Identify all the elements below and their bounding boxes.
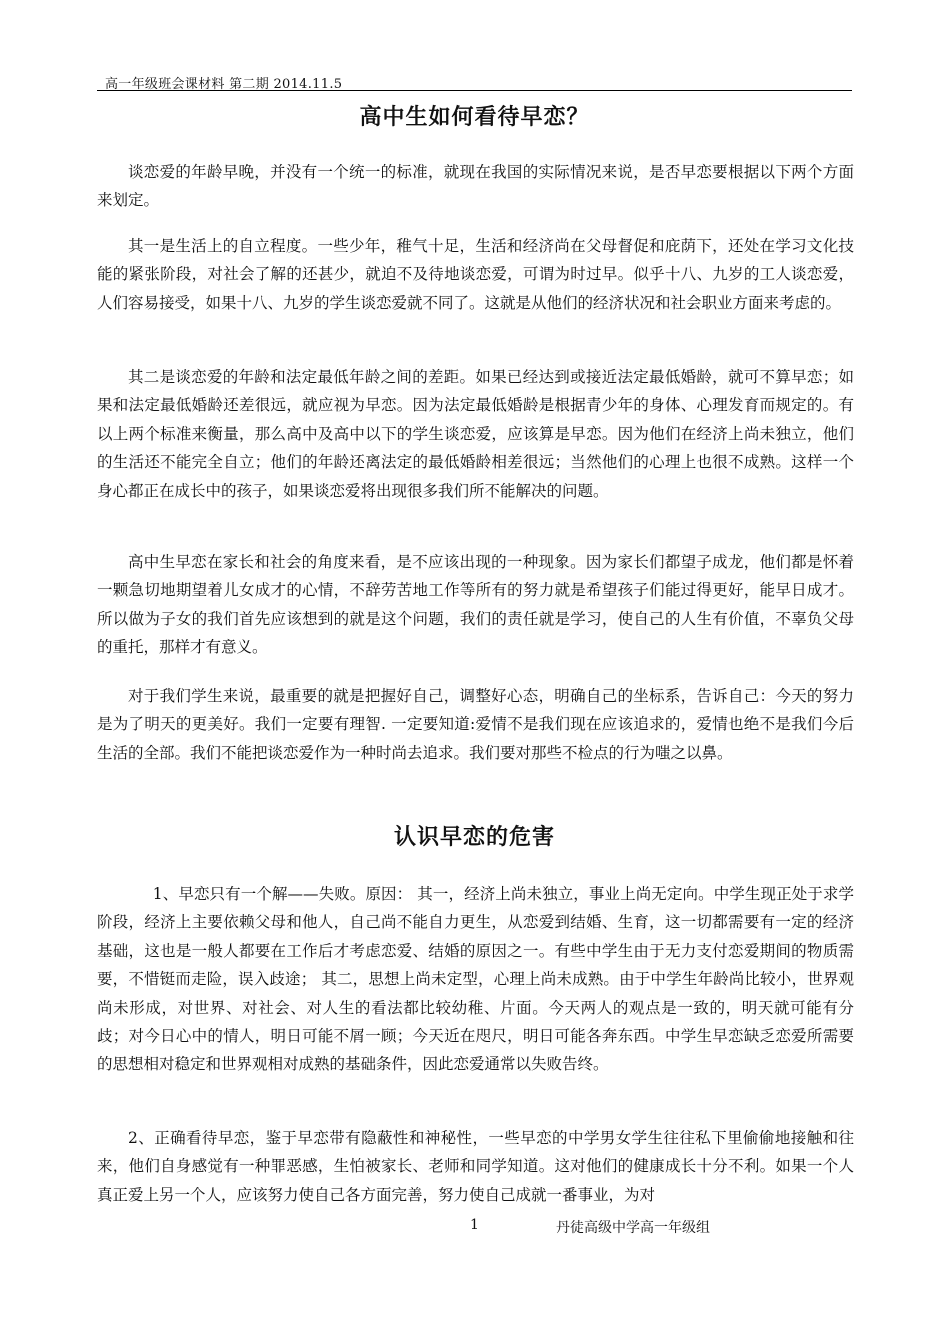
paragraph: 1、早恋只有一个解——失败。原因： 其一，经济上尚未独立，事业上尚无定向。中学生现正处于求学阶段，经济上主要依赖父母和他人，自己尚不能自力更生，从恋爱到结婚、生育，这一切都需要有一定的经济基础，这也是一般人都要在工作后才考虑恋爱、结婚的原因之一。有些中学生由于无力支付恋爱期间的物质需要，不惜铤而走险，误入歧途； 其二，思想上尚未定型，心理上尚未成熟。由于中学生年龄尚比较小，世界观尚未形成，对世界、对社会、对人生的看法都比较幼稚、片面。今天两人的观点是一致的，明天就可能有分歧；对今日心中的情人，明日可能不屑一顾；今天近在咫尺，明日可能各奔东西。中学生早恋缺乏恋爱所需要的思想相对稳定和世界观相对成熟的基础条件，因此恋爱通常以失败告终。	[97, 885, 854, 1074]
section-title-harms: 认识早恋的危害	[393, 824, 555, 850]
paragraph: 其一是生活上的自立程度。一些少年，稚气十足，生活和经济尚在父母督促和庇荫下，还处在学习文化技能的紧张阶段，对社会了解的还甚少，就迫不及待地谈恋爱，可谓为时过早。似乎十八、九岁的工人谈恋爱，人们容易接受，如果十八、九岁的学生谈恋爱就不同了。这就是从他们的经济状况和社会职业方面来考虑的。	[97, 237, 854, 312]
paragraph: 对于我们学生来说，最重要的就是把握好自己，调整好心态，明确自己的坐标系，告诉自己：今天的努力是为了明天的更美好。我们一定要有理智. 一定要知道:爱情不是我们现在应该追求的，爱情也绝不是我们今后生活的全部。我们不能把谈恋爱作为一种时尚去追求。我们要对那些不检点的行为嗤之以鼻。	[97, 687, 854, 762]
paragraph: 高中生早恋在家长和社会的角度来看，是不应该出现的一种现象。因为家长们都望子成龙，他们都是怀着一颗急切地期望着儿女成才的心情，不辞劳苦地工作等所有的努力就是希望孩子们能过得更好，能早日成才。所以做为子女的我们首先应该想到的就是这个问题，我们的责任就是学习，使自己的人生有价值，不辜负父母的重托，那样才有意义。	[97, 553, 854, 657]
footer-organization: 丹徒高级中学高一年级组	[556, 1220, 710, 1236]
paragraph: 2、正确看待早恋，鉴于早恋带有隐蔽性和神秘性，一些早恋的中学男女学生往往私下里偷偷地接触和往来，他们自身感觉有一种罪恶感，生怕被家长、老师和同学知道。这对他们的健康成长十分不利。如果一个人真正爱上另一个人，应该努力使自己各方面完善，努力使自己成就一番事业，为对	[97, 1129, 854, 1204]
section-title-how-to-view: 高中生如何看待早恋？	[359, 104, 590, 130]
header-rule	[97, 90, 852, 91]
page-number: 1	[470, 1217, 479, 1233]
paragraph: 其二是谈恋爱的年龄和法定最低年龄之间的差距。如果已经达到或接近法定最低婚龄，就可不算早恋；如果和法定最低婚龄还差很远，就应视为早恋。因为法定最低婚龄是根据青少年的身体、心理发育而规定的。有以上两个标准来衡量，那么高中及高中以下的学生谈恋爱，应该算是早恋。因为他们在经济上尚未独立，他们的生活还不能完全自立；他们的年龄还离法定的最低婚龄相差很远；当然他们的心理上也很不成熟。这样一个身心都正在成长中的孩子，如果谈恋爱将出现很多我们所不能解决的问题。	[97, 368, 854, 500]
paragraph: 谈恋爱的年龄早晚，并没有一个统一的标准，就现在我国的实际情况来说，是否早恋要根据以下两个方面来划定。	[97, 163, 854, 210]
page-header: 高一年级班会课材料 第二期 2014.11.5	[105, 77, 343, 92]
